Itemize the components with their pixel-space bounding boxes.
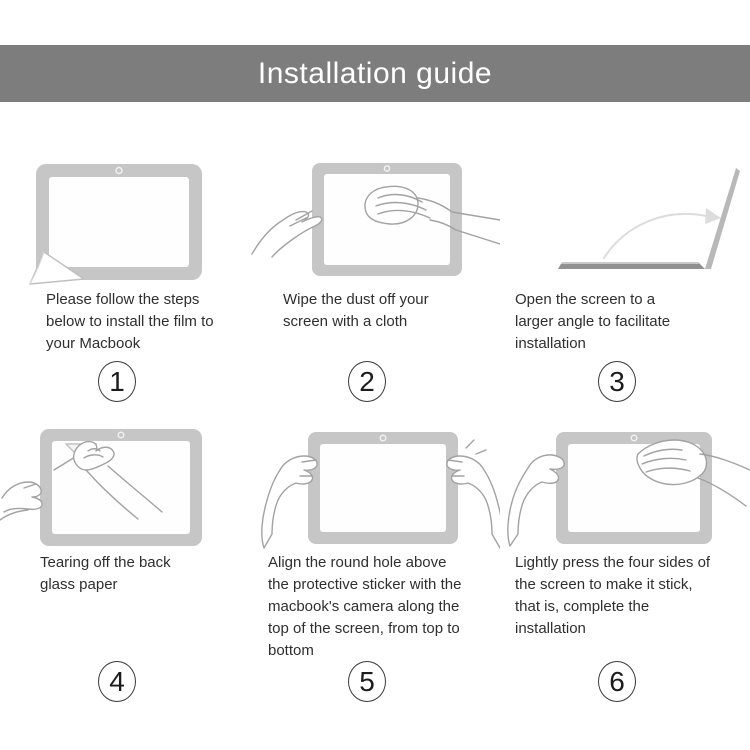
step4-illustration [0,424,250,552]
illustrations-row-1 [0,158,750,286]
step1-illustration [0,158,250,286]
tablet-film-peel-icon [0,158,250,286]
captions-row-1 [0,289,750,355]
two-hands-hold-screen-icon [250,424,500,552]
numbers-row-2 [0,661,750,702]
step6-number-badge: 6 [598,661,636,702]
step3-number-badge: 3 [598,361,636,402]
step3-caption: Open the screen to a larger angle to facilitate installation [515,291,671,352]
step1-number-badge: 1 [98,361,136,402]
laptop-open-angle-icon [500,158,750,286]
step5-number-badge: 5 [348,661,386,702]
header-banner [0,45,750,102]
step4-number-badge: 4 [98,661,136,702]
captions-row-2 [0,552,750,662]
step6-illustration [500,424,750,552]
step5-caption: Align the round hole above the protective sticker with the macbook's camera along the top of the screen, from top to bottom [268,554,462,659]
step3-illustration [500,158,750,286]
numbers-row-1 [0,361,750,402]
page-title: Installation guide [257,56,493,90]
step5-illustration [250,424,500,552]
step1-caption: Please follow the steps below to install the film to your Macbook [46,291,214,352]
step2-illustration [250,158,500,286]
press-screen-sides-icon [500,424,750,552]
step2-number-badge: 2 [348,361,386,402]
wipe-cloth-icon [250,158,500,286]
step2-caption: Wipe the dust off your screen with a cloth [283,291,429,330]
illustrations-row-2 [0,424,750,552]
tear-back-paper-icon [0,424,250,552]
step4-caption: Tearing off the back glass paper [40,554,171,593]
step6-caption: Lightly press the four sides of the screen to make it stick, that is, complete the installation [515,554,711,637]
